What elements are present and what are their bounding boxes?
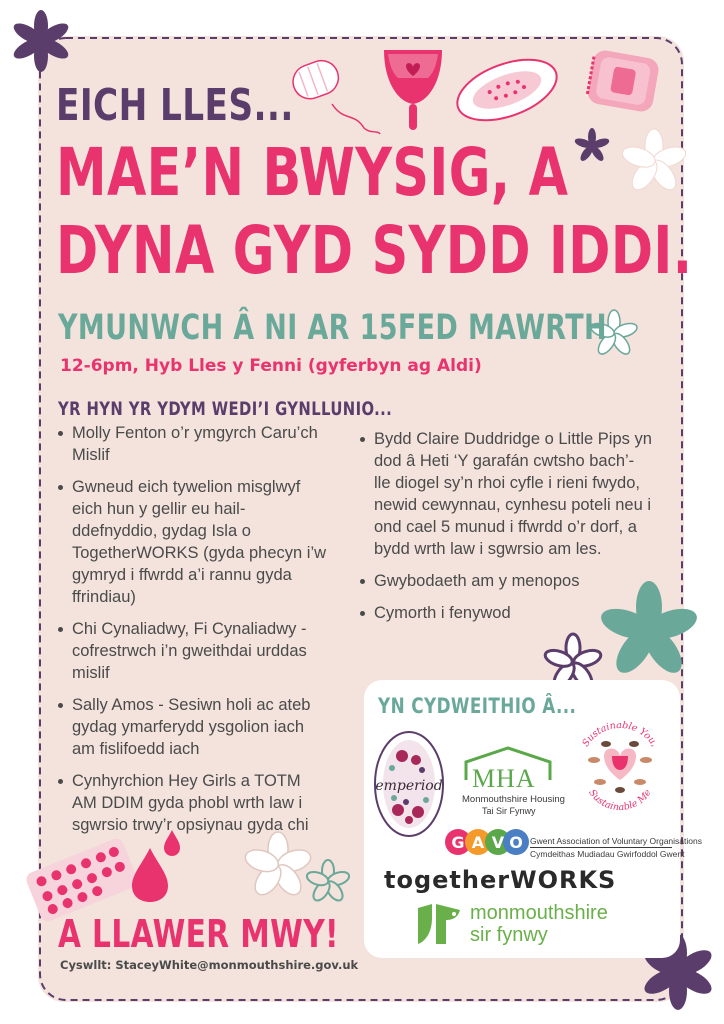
list-item: Molly Fenton o’r ymgyrch Caru’ch Mislif — [58, 422, 328, 466]
list-item: Bydd Claire Duddridge o Little Pips yn dod â Heti ‘Y garafán cwtsho bach’- lle diogel sy’n rhoi cyfle i rieni fwydo, newid cewynnau, cynhesu poteli neu i ond cael 5 munud i ffwrdd o’r dorf, a bydd wrth law i sgwrsio am les. — [360, 428, 652, 560]
event-venue: 12-6pm, Hyb Lles y Fenni (gyferbyn ag Aldi) — [60, 356, 482, 376]
wrapped-pad-icon — [578, 44, 668, 120]
gavo-divider — [530, 847, 672, 848]
white-flower-icon — [618, 126, 690, 198]
list-item: Cymorth i fenywod — [360, 602, 652, 624]
mha-welsh-name: Tai Sir Fynwy — [482, 806, 536, 816]
heading-line-1: EICH LLES... — [56, 80, 294, 131]
togetherworks-logo: togetherWORKS — [384, 866, 617, 894]
gavo-letter-v: V — [491, 833, 505, 852]
partners-title: YN CYDWEITHIO Â... — [378, 694, 577, 718]
small-purple-flower-icon — [572, 126, 612, 166]
emperiod-logo — [372, 730, 446, 838]
list-item: Sally Amos - Sesiwn holi ac ateb gydag ymarferydd ysgolion iach am fislifoedd iach — [58, 694, 328, 760]
monmouthshire-name: monmouthshire — [470, 902, 608, 924]
planned-heading: YR HYN YR YDYM WEDI’I GYNLLUNIO... — [58, 398, 393, 420]
purple-flower-icon — [6, 6, 76, 76]
pad-icon — [450, 48, 564, 132]
list-item: Gwybodaeth am y menopos — [360, 570, 652, 592]
emperiod-text: emperiod — [375, 778, 443, 794]
menstrual-cup-icon — [378, 42, 448, 134]
mha-letters: MHA — [472, 764, 536, 793]
contact-email: Cyswllt: StaceyWhite@monmouthshire.gov.uk — [60, 958, 359, 972]
list-item: Gwneud eich tywelion misglwyf eich hun y gellir eu hail-ddefnyddio, gydag Isla o TogetherWORKS (gyda phecyn i’w gymryd i ffwrdd a’i rannu gyda ffrindiau) — [58, 476, 328, 608]
gavo-letter-g: G — [451, 833, 465, 852]
heading-line-3: DYNA GYD SYDD IDDI. — [56, 212, 693, 289]
gavo-welsh-name: Cymdeithas Mudiadau Gwirfoddol Gwent — [530, 849, 685, 859]
sustainable-you-logo — [570, 716, 670, 816]
left-activity-list — [58, 422, 328, 846]
teal-outline-flower-icon — [302, 856, 354, 908]
gavo-name: Gwent Association of Voluntary Organisations — [530, 836, 702, 846]
sustainable-bottom-text: Sustainable Me — [586, 787, 654, 814]
list-item: Cynhyrchion Hey Girls a TOTM AM DDIM gyda phobl wrth law i sgwrsio trwy’r opsiynau gyda chi — [58, 770, 328, 836]
svg-text:Sustainable You, — [580, 720, 660, 749]
gavo-logo-icon — [444, 822, 530, 862]
mha-name: Monmouthshire Housing — [462, 794, 565, 805]
heading-line-2: MAE’N BWYSIG, A — [56, 134, 569, 211]
list-item: Chi Cynaliadwy, Fi Cynaliadwy - cofrestrwch i’n gweithdai urddas mislif — [58, 618, 328, 684]
event-date: YMUNWCH Â NI AR 15FED MAWRTH — [58, 308, 607, 348]
gavo-letter-o: O — [509, 833, 523, 852]
right-activity-list — [360, 428, 652, 634]
monmouthshire-welsh-name: sir fynwy — [470, 924, 548, 946]
sustainable-top-text: Sustainable You, — [580, 719, 660, 749]
tampon-icon — [284, 42, 384, 138]
more-heading: A LLAWER MWY! — [58, 912, 339, 956]
gavo-letter-a: A — [471, 833, 485, 852]
monmouthshire-logo-icon — [414, 900, 464, 948]
